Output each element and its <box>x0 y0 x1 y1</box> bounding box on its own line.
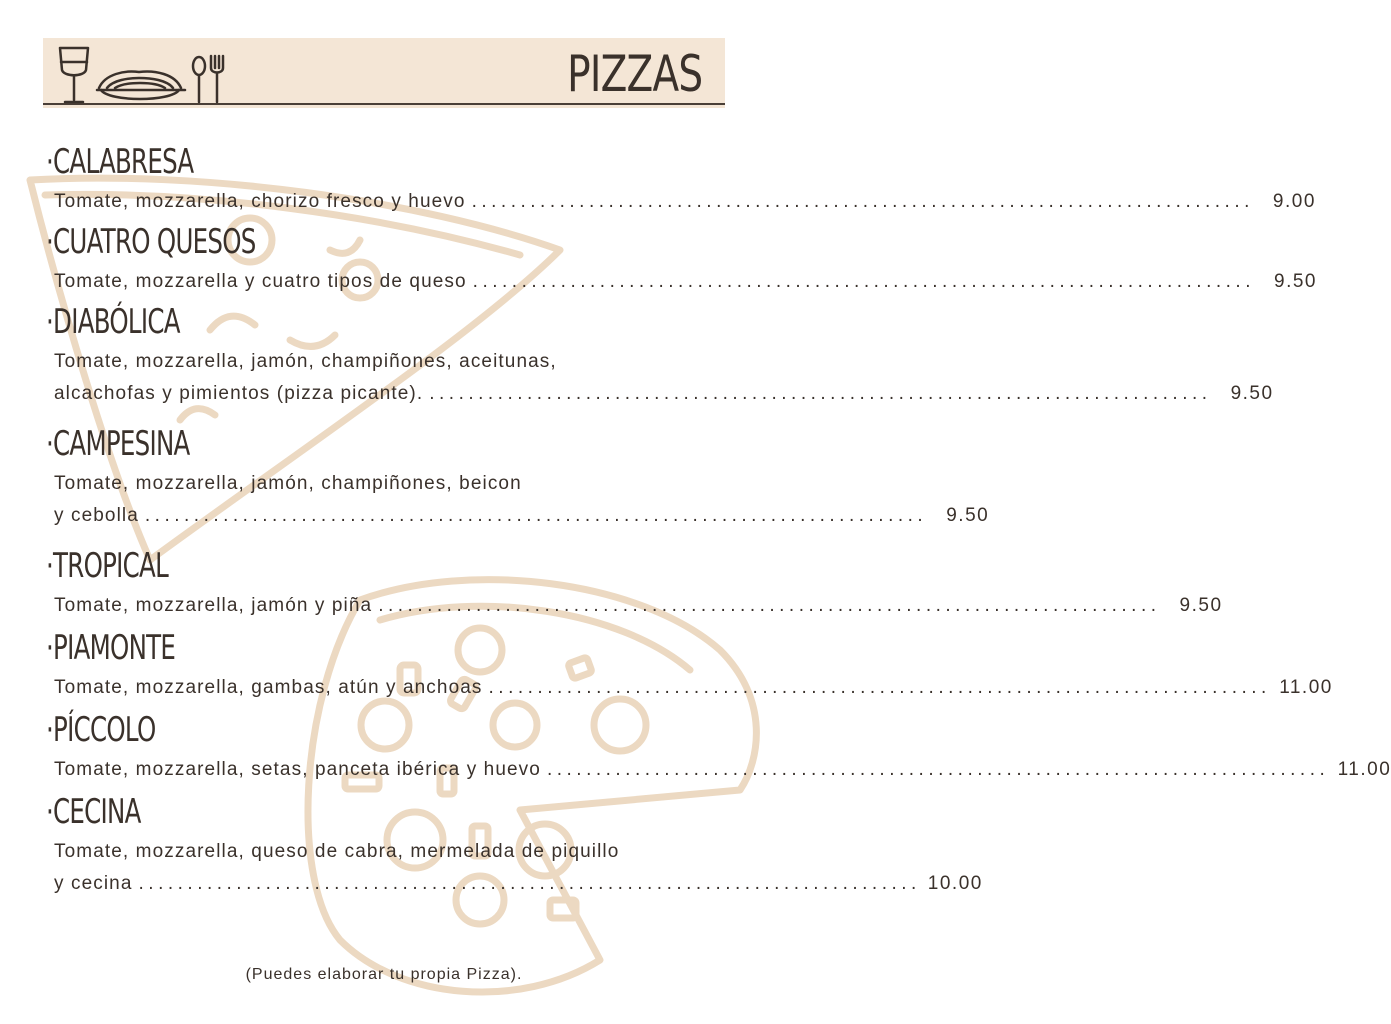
price-line <box>54 672 1333 704</box>
menu-item-description <box>46 266 1317 298</box>
wine-glass-icon <box>60 48 88 102</box>
menu-item-name: ·PIAMONTE <box>46 628 176 668</box>
price-line <box>54 186 1316 218</box>
description-line: Tomate, mozzarella, gambas, atún y anchoas <box>54 677 483 698</box>
dot-leader: ................................................................................ <box>472 271 1255 292</box>
menu-item-price: 9.50 <box>1230 383 1274 404</box>
menu-item-description <box>46 590 1223 622</box>
description-line: Tomate, mozzarella, setas, panceta ibérica y huevo <box>54 759 541 780</box>
dot-leader: ................................................................................ <box>144 505 928 526</box>
dot-leader: ................................................................................ <box>546 759 1330 780</box>
dot-leader: ................................................................................ <box>429 383 1212 404</box>
description-line: y cecina <box>54 873 133 894</box>
menu-item-name: ·TROPICAL <box>46 546 168 586</box>
menu-item-description <box>46 186 1316 218</box>
menu-item-name: ·CALABRESA <box>46 142 194 182</box>
description-line: y cebolla <box>54 505 139 526</box>
price-line <box>54 868 983 900</box>
menu-item-price: 9.50 <box>1179 595 1223 616</box>
description-line: alcachofas y pimientos (pizza picante). <box>54 383 424 404</box>
menu-item-description <box>46 672 1333 704</box>
description-line: Tomate, mozzarella, jamón y piña <box>54 595 373 616</box>
page-title: PIZZAS <box>566 45 702 103</box>
menu-item <box>46 624 1333 704</box>
price-line <box>54 590 1223 622</box>
menu-item <box>46 420 990 532</box>
dot-leader: ................................................................................ <box>378 595 1161 616</box>
menu-item <box>46 298 1274 410</box>
menu-item-description <box>46 754 1391 786</box>
description-line: Tomate, mozzarella, queso de cabra, mermelada de piquillo <box>54 841 620 862</box>
header-icons <box>55 44 235 106</box>
price-line <box>54 378 1274 410</box>
menu-item <box>46 706 1391 786</box>
menu-item-name: ·DIABÓLICA <box>46 302 180 342</box>
price-line <box>54 500 990 532</box>
description-line: Tomate, mozzarella, jamón, champiñones, beicon <box>54 473 522 494</box>
dot-leader: ................................................................................ <box>471 191 1254 212</box>
menu-item-name: ·PÍCCOLO <box>46 710 156 750</box>
menu-item <box>46 788 983 900</box>
description-line: Tomate, mozzarella y cuatro tipos de queso <box>54 271 467 292</box>
footer-note: (Puedes elaborar tu propia Pizza). <box>245 966 523 983</box>
menu-item-price: 9.00 <box>1272 191 1316 212</box>
spoon-icon <box>193 57 205 102</box>
menu-item-price: 11.00 <box>1279 677 1333 698</box>
dot-leader: ................................................................................ <box>488 677 1271 698</box>
menu-item-price: 9.50 <box>946 505 990 526</box>
pasta-plate-icon <box>97 72 185 99</box>
menu-item <box>46 138 1316 218</box>
pizza-menu <box>46 138 1391 900</box>
price-line <box>54 266 1317 298</box>
menu-item <box>46 542 1223 622</box>
dot-leader: ................................................................................ <box>138 873 921 894</box>
description-line: Tomate, mozzarella, chorizo fresco y huevo <box>54 191 466 212</box>
menu-item-price: 9.50 <box>1274 271 1317 292</box>
menu-item-name: ·CAMPESINA <box>46 424 190 464</box>
menu-item-price: 10.00 <box>927 873 983 894</box>
fork-icon <box>211 56 223 102</box>
menu-item-description <box>46 468 990 532</box>
description-line: Tomate, mozzarella, jamón, champiñones, aceitunas, <box>54 351 557 372</box>
menu-item-name: ·CECINA <box>46 792 141 832</box>
price-line <box>54 754 1391 786</box>
menu-item <box>46 218 1317 298</box>
menu-item-price: 11.00 <box>1337 759 1391 780</box>
menu-item-description <box>46 346 1274 410</box>
menu-item-description <box>46 836 983 900</box>
menu-item-name: ·CUATRO QUESOS <box>46 222 256 262</box>
